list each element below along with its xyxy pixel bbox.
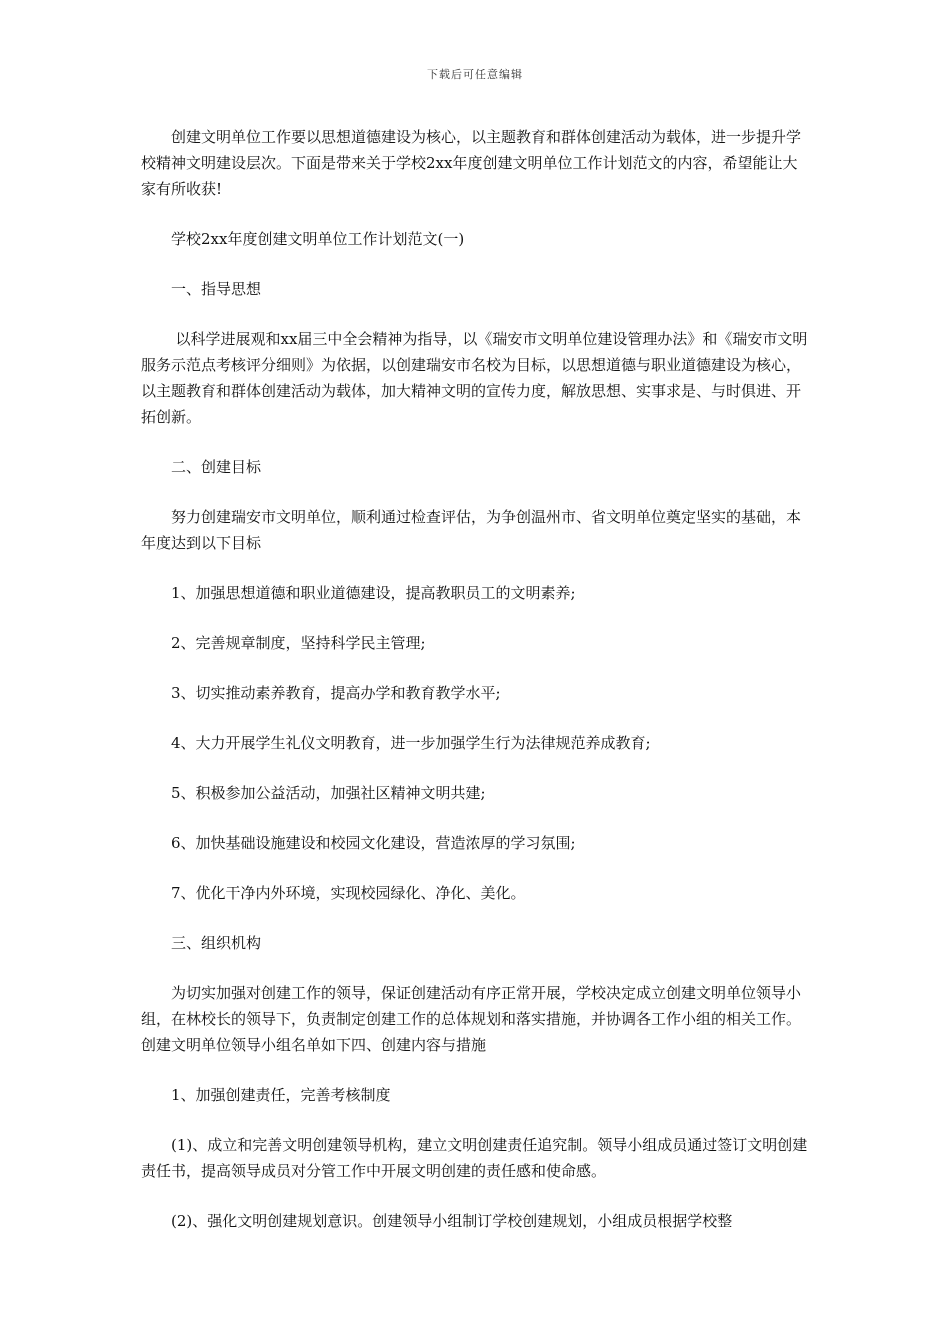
subsection-paragraph-1: (1)、成立和完善文明创建领导机构，建立文明创建责任追究制。领导小组成员通过签订文明创建责任书，提高领导成员对分管工作中开展文明创建的责任感和使命感。: [141, 1136, 808, 1180]
document-title: 学校2xx年度创建文明单位工作计划范文(一): [171, 230, 465, 248]
section-body-goals: 努力创建瑞安市文明单位，顺利通过检查评估，为争创温州市、省文明单位奠定坚实的基础，本年度达到以下目标: [141, 508, 802, 552]
section-heading-organization: 三、组织机构: [171, 934, 262, 952]
section-body-organization: 为切实加强对创建工作的领导，保证创建活动有序正常开展，学校决定成立创建文明单位领导小组，在林校长的领导下，负责制定创建工作的总体规划和落实措施，并协调各工作小组的相关工作。创建文明单位领导小组名单如下四、创建内容与措施: [141, 984, 802, 1054]
list-item: 2、完善规章制度，坚持科学民主管理;: [171, 634, 426, 652]
list-item: 4、大力开展学生礼仪文明教育，进一步加强学生行为法律规范养成教育;: [171, 734, 651, 752]
intro-paragraph: 创建文明单位工作要以思想道德建设为核心，以主题教育和群体创建活动为载体，进一步提升学校精神文明建设层次。下面是带来关于学校2xx年度创建文明单位工作计划范文的内容，希望能让大家有所收获!: [141, 128, 802, 198]
list-item: 3、切实推动素养教育，提高办学和教育教学水平;: [171, 684, 501, 702]
section-body-guiding-ideology: 以科学进展观和xx届三中全会精神为指导，以《瑞安市文明单位建设管理办法》和《瑞安市文明服务示范点考核评分细则》为依据，以创建瑞安市名校为目标，以思想道德与职业道德建设为核心，以主题教育和群体创建活动为载体，加大精神文明的宣传力度，解放思想、实事求是、与时俱进、开拓创新。: [141, 330, 808, 426]
subsection-paragraph-2: (2)、强化文明创建规划意识。创建领导小组制订学校创建规划，小组成员根据学校整: [171, 1212, 733, 1230]
list-item: 6、加快基础设施建设和校园文化建设，营造浓厚的学习氛围;: [171, 834, 576, 852]
list-item: 7、优化干净内外环境，实现校园绿化、净化、美化。: [171, 884, 526, 902]
list-item: 5、积极参加公益活动，加强社区精神文明共建;: [171, 784, 486, 802]
page-header-note: 下载后可任意编辑: [427, 68, 523, 81]
section-heading-goals: 二、创建目标: [171, 458, 262, 476]
document-body: [141, 124, 811, 1258]
section-heading-guiding-ideology: 一、指导思想: [171, 280, 262, 298]
goals-list: [141, 580, 811, 906]
subsection-heading-responsibility: 1、加强创建责任，完善考核制度: [171, 1086, 391, 1104]
list-item: 1、加强思想道德和职业道德建设，提高教职员工的文明素养;: [171, 584, 576, 602]
